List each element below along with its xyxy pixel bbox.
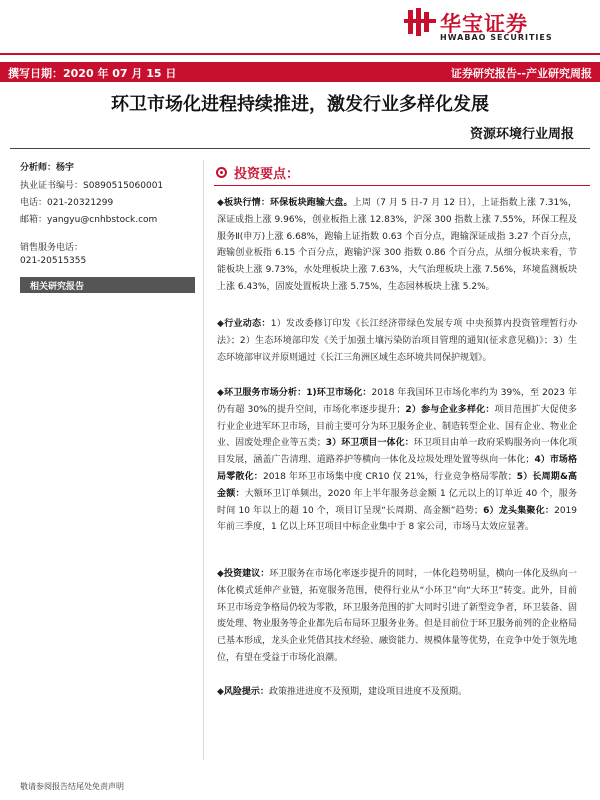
logo-english-name: HWABAO SECURITIES — [440, 33, 553, 42]
market-label: 板块行情：环保板块跑输大盘。 — [224, 198, 353, 208]
analyst-name: 分析师：杨宇 — [20, 163, 75, 173]
analysis-label-5: 5）长周期&高金额： — [217, 471, 577, 499]
analysis-label-3: 3）环卫项目一体化： — [325, 438, 414, 449]
sales-phone: 021-20515355 — [20, 256, 87, 266]
page-title: 环卫市场化进程持续推进，激发行业多样化发展 — [111, 94, 489, 115]
analysis-label-2: 2）参与企业多样化： — [405, 404, 495, 415]
risk-paragraph: ◆风险提示：政策推进进度不及预期，建设项目进度不及预期。 — [217, 687, 467, 697]
disclaimer-footer: 敬请参阅报告结尾处免责声明 — [20, 782, 124, 791]
report-type: 证券研究报告--产业研究周报 — [450, 67, 592, 80]
sanitation-analysis-paragraph: ◆环卫服务市场分析：1)环卫市场化：2018 年我国环卫市场化率约为 39%，至 2023 年仍有超 30%的提升空间，市场化率逐步提升；2）参与企业多样化：项目范围扩大促使多行业企业进军环卫市场，目前主要可分为环卫服务企业、制造转型企业、国有企业、物业企业、固废处理企业等五类；3）环卫项目一体化：环卫项目由单一政府采购服务向一体化项目发展，涵盖广告清理、道路养护等横向一体化及垃圾处理处置等纵向一体化；4）市场格局零散化：2018 年环卫市场集中度 CR10 仅 21%，行业竞争格局零散；5）长周期&高金额：大额环卫订单频出，2020 年上半年服务总金额 1 亿元以上的订单近 40 个，服务时间 10 年以上的超 10 个，项目订呈现“长周期、高金额”趋势；6）龙头集聚化：2019 年前三季度，1 亿以上环卫项目中标企业集中于 8 家公司，市场马太效应显著。 — [217, 388, 578, 533]
advice-text: 环卫服务在市场化率逐步提升的同时，一体化趋势明显，横向一体化及纵向一体化模式延伸产业链，拓宽服务范围，使得行业从“小环卫”向“大环卫”转变。此外，目前环卫市场竞争格局仍较为零散，环卫服务范围的扩大同时引进了新型竞争者，环卫装备、固废处理、物业服务等企业都先后布局环卫服务业务。但是目前位于环卫服务前列的企业格局已基本形成，龙头企业凭借其技术经验、融资能力、规模体量等优势，在竞争中处于领先地位，有望在受益于市场化浪潮。 — [217, 569, 578, 663]
industry-news-text: 1）发改委修订印发《长江经济带绿色发展专项 中央预算内投资管理暂行办法》；2）生态环境部印发《关于加强土壤污染防治项目管理的通知(征求意见稿)》；3）生态环境部审议并原则通过《长江三角洲区域生态环境共同保护规划》。 — [217, 319, 577, 363]
section-divider — [214, 185, 590, 186]
hwabao-logo-icon — [404, 8, 436, 36]
target-icon-dot — [220, 171, 223, 174]
analysis-text-1: 2018 年我国环卫市场化率约为 39%，至 2023 年仍有超 30%的提升空间，市场化率逐步提升； — [217, 388, 577, 415]
logo-chinese-name: 华宝证券 — [440, 12, 528, 36]
advice-label: 投资建议： — [223, 569, 270, 579]
header-divider — [0, 53, 600, 55]
risk-text: 政策推进进度不及预期，建设项目进度不及预期。 — [268, 687, 467, 697]
analysis-label-6: 6）龙头集聚化： — [483, 505, 555, 516]
page-subtitle: 资源环境行业周报 — [469, 127, 574, 142]
industry-news-paragraph: ◆行业动态：1）发改委修订印发《长江经济带绿色发展专项 中央预算内投资管理暂行办法》；2）生态环境部印发《关于加强土壤污染防治项目管理的通知(征求意见稿)》；3）生态环境部审议并原则通过《长江三角洲区域生态环境共同保护规划》。 — [217, 319, 577, 363]
industry-news-label: 行业动态： — [224, 319, 271, 329]
analyst-email: 邮箱：yangyu@cnhbstock.com — [20, 215, 158, 225]
market-text: 上周（7 月 5 日-7 月 12 日），上证指数上涨 7.31%，深证成指上涨 9.96%，创业板指上涨 12.83%，沪深 300 指数上涨 7.55%，环保工程及服务Ⅱ(申万)上涨 6.68%，跑输上证指数 0.63 个百分点，跑输深证成指 3.27 个百分点，跑输创业板指 6.15 个百分点，跑输沪深 300 指数 0.86 个百分点，从细分板块来看，节能板块上涨 9.73%，水处理板块上涨 7.63%，大气治理板块上涨 7.56%，环境监测板块上涨 6.43%，固废处置板块上涨 5.75%，生态园林板块上涨 5.2%。 — [217, 198, 577, 292]
analysis-text-6: 2019 年前三季度，1 亿以上环卫项目中标企业集中于 8 家公司，市场马太效应显著。 — [217, 505, 577, 533]
analysis-text-4: 2018 年环卫市场集中度 CR10 仅 21%，行业竞争格局零散； — [262, 471, 517, 482]
analysis-label-1: 环卫服务市场分析：1)环卫市场化： — [224, 388, 372, 398]
sales-label: 销售服务电话： — [20, 243, 84, 253]
report-date: 撰写日期：2020 年 07 月 15 日 — [8, 67, 177, 80]
analysis-label-4: 4）市场格局零散化： — [217, 455, 577, 482]
market-paragraph: ◆板块行情：环保板块跑输大盘。上周（7 月 5 日-7 月 12 日），上证指数上涨 7.31%，深证成指上涨 9.96%，创业板指上涨 12.83%，沪深 300 指数上涨 7.55%，环保工程及服务Ⅱ(申万)上涨 6.68%，跑输上证指数 0.63 个百分点，跑输深证成指 3.27 个百分点，跑输创业板指 6.15 个百分点，跑输沪深 300 指数 0.86 个百分点，从细分板块来看，节能板块上涨 9.73%，水处理板块上涨 7.63%，大气治理板块上涨 7.56%，环境监测板块上涨 6.43%，固废处置板块上涨 5.75%，生态园林板块上涨 5.2%。 — [217, 198, 577, 292]
column-divider — [203, 160, 204, 760]
related-reports-label: 相关研究报告 — [30, 282, 85, 292]
analyst-cert: 执业证书编号：S0890515060001 — [20, 181, 164, 191]
analysis-text-5: 大额环卫订单频出，2020 年上半年服务总金额 1 亿元以上的订单近 40 个，服务时间 10 年以上的超 10 个，项目订呈现“长周期、高金额”趋势； — [217, 488, 577, 516]
analysis-text-3: 环卫项目由单一政府采购服务向一体化项目发展，涵盖广告清理、道路养护等横向一体化及垃圾处理处置等纵向一体化； — [217, 438, 577, 466]
investment-advice-paragraph: ◆投资建议：环卫服务在市场化率逐步提升的同时，一体化趋势明显，横向一体化及纵向一体化模式延伸产业链，拓宽服务范围，使得行业从“小环卫”向“大环卫”转变。此外，目前环卫市场竞争格局仍较为零散，环卫服务范围的扩大同时引进了新型竞争者，环卫装备、固废处理、物业服务等企业都先后布局环卫服务业务。但是目前位于环卫服务前列的企业格局已基本形成，龙头企业凭借其技术经验、融资能力、规模体量等优势，在竞争中处于领先地位，有望在受益于市场化浪潮。 — [217, 569, 578, 663]
title-divider — [10, 148, 590, 149]
analyst-phone: 电话：021-20321299 — [20, 198, 114, 208]
analysis-text-2: 项目范围扩大促使多行业企业进军环卫市场，目前主要可分为环卫服务企业、制造转型企业、国有企业、物业企业、固废处理企业等五类； — [217, 404, 578, 449]
section-title: 投资要点： — [234, 167, 300, 182]
risk-label: 风险提示： — [223, 687, 269, 697]
